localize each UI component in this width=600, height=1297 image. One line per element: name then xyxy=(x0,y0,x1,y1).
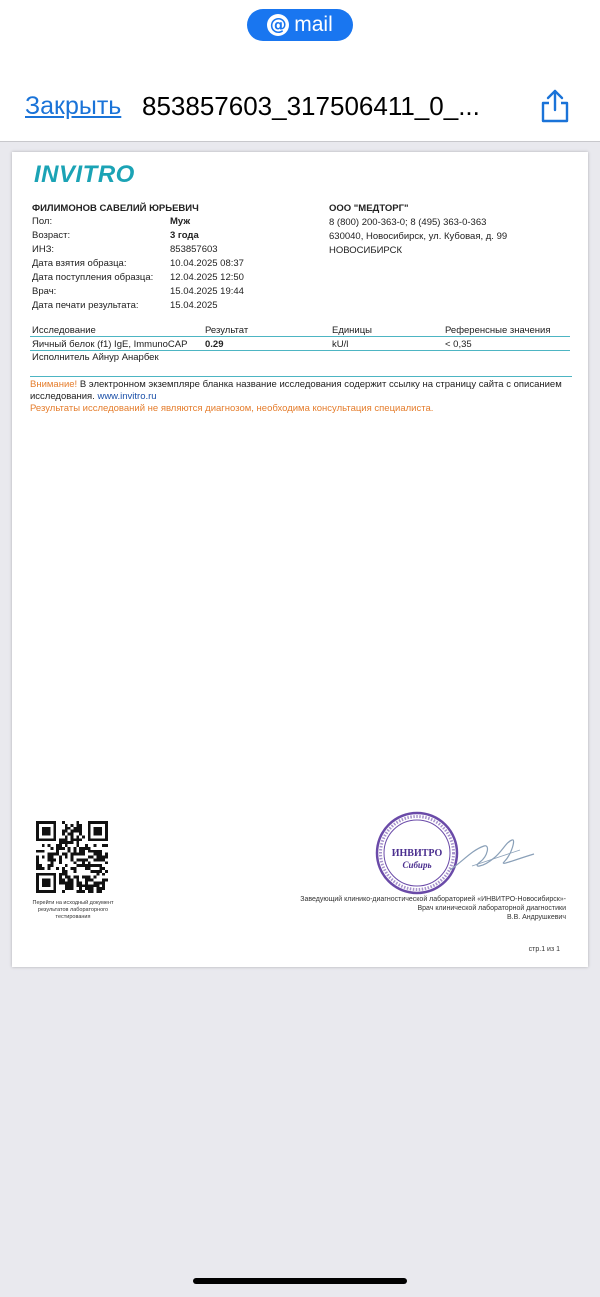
field-value: 15.04.2025 19:44 xyxy=(170,286,244,297)
document-page xyxy=(12,152,588,967)
sign-line-3: В.В. Андрушкевич xyxy=(506,914,566,921)
field-label: Дата поступления образца: xyxy=(32,272,154,283)
field-label: Врач: xyxy=(32,286,57,297)
field-value: 12.04.2025 12:50 xyxy=(170,272,244,283)
header-test: Исследование xyxy=(32,325,96,336)
notice xyxy=(30,376,572,415)
field-label: ИНЗ: xyxy=(32,244,55,255)
test-name[interactable]: Яичный белок (f1) IgE, ImmunoCAP xyxy=(32,339,188,350)
notice-text: В электронном экземпляре бланка название исследования содержит ссылку на страницу сайта с описанием исследования. xyxy=(30,379,562,402)
header-units: Единицы xyxy=(332,325,373,336)
field-value-sex: Муж xyxy=(170,216,191,227)
test-ref: < 0,35 xyxy=(445,339,472,350)
status-bar xyxy=(0,0,600,62)
share-icon[interactable] xyxy=(538,88,572,124)
field-value-age: 3 года xyxy=(170,230,199,241)
sign-line-1: Заведующий клинико-диагностической лабораторией «ИНВИТРО-Новосибирск»- xyxy=(300,896,566,903)
patient-name: ФИЛИМОНОВ САВЕЛИЙ ЮРЬЕВИЧ xyxy=(32,203,199,214)
header-ref: Референсные значения xyxy=(445,325,551,336)
org-city: НОВОСИБИРСК xyxy=(329,245,403,256)
close-button[interactable]: Закрыть xyxy=(25,92,122,120)
mail-label: mail xyxy=(294,13,333,36)
patient-field-values xyxy=(170,215,244,313)
mail-app-pill[interactable] xyxy=(247,9,353,41)
field-label: Дата взятия образца: xyxy=(32,258,127,269)
field-label: Возраст: xyxy=(32,230,71,241)
patient-field-labels xyxy=(32,215,153,313)
org-name: ООО "МЕДТОРГ" xyxy=(329,203,409,214)
test-result: 0.29 xyxy=(205,339,224,350)
signature-icon xyxy=(442,832,542,882)
field-value: 10.04.2025 08:37 xyxy=(170,258,244,269)
svg-text:Сибирь: Сибирь xyxy=(402,860,432,870)
field-label: Дата печати результата: xyxy=(32,300,139,311)
header-result: Результат xyxy=(205,325,249,336)
invitro-logo: INVITRO xyxy=(34,161,135,188)
org-address: 630040, Новосибирск, ул. Кубовая, д. 99 xyxy=(329,231,508,242)
field-label: Пол: xyxy=(32,216,53,227)
sign-line-2: Врач клинической лабораторной диагностики xyxy=(417,905,566,912)
signature-block xyxy=(300,895,566,922)
at-icon: @ xyxy=(267,14,289,36)
qr-code[interactable] xyxy=(36,821,108,893)
org-block xyxy=(329,202,507,258)
svg-text:ИНВИТРО: ИНВИТРО xyxy=(391,848,443,859)
field-value: 15.04.2025 xyxy=(170,300,218,311)
table-row xyxy=(30,338,570,351)
disclaimer: Результаты исследований не являются диагнозом, необходима консультация специалиста. xyxy=(30,403,434,414)
invitro-link[interactable]: www.invitro.ru xyxy=(97,391,157,402)
nav-bar xyxy=(0,62,600,142)
org-phone: 8 (800) 200-363-0; 8 (495) 363-0-363 xyxy=(329,217,487,228)
test-units: kU/l xyxy=(332,339,349,350)
notice-warning: Внимание! xyxy=(30,379,78,390)
page-number: стр.1 из 1 xyxy=(528,946,560,953)
field-value: 853857603 xyxy=(170,244,218,255)
results-table-header xyxy=(30,324,570,337)
file-title: 853857603_317506411_0_... xyxy=(142,91,480,121)
qr-caption: Перейти на исходный документ результатов лабораторного тестирования xyxy=(32,900,114,920)
home-indicator[interactable] xyxy=(193,1278,407,1284)
executor: Исполнитель Айнур Анарбек xyxy=(32,352,159,363)
